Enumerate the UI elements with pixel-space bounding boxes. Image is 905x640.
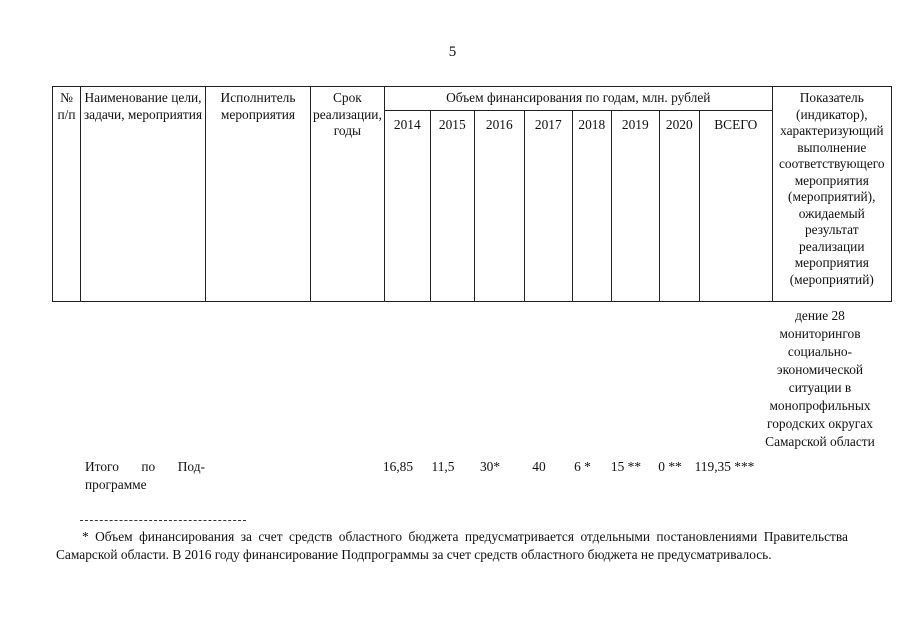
col-header-num: № п/п (53, 87, 81, 302)
col-header-year: 2019 (611, 111, 659, 302)
col-header-indicator: Показатель (индикатор), характеризующий выполнение соответствующего мероприятия (мероприятий), ожидаемый результат реализации мероприятия (мероприятий) (772, 87, 891, 302)
total-value-2016: 30* (479, 459, 501, 474)
total-value-2020: 0 ** (658, 459, 682, 474)
col-header-year: 2014 (384, 111, 430, 302)
indicator-continuation-text: дение 28 мониторингов социально-экономической ситуации в монопрофильных городских округах Самарской области (765, 308, 875, 449)
col-header-year: 2020 (659, 111, 699, 302)
footnote-text: * Объем финансирования за счет средств областного бюджета предусматривается отдельными постановлениями Правительства Самарской области. В 2016 году финансирование Подпрограммы за счет средств областного бюджета не предусматривалось. (56, 529, 848, 562)
total-value-all: 119,35 *** (694, 459, 755, 474)
col-header-executor: Исполнитель мероприятия (206, 87, 311, 302)
col-header-year: 2018 (572, 111, 611, 302)
total-label-line: программе (85, 477, 147, 492)
total-value-2015: 11,5 (431, 459, 455, 474)
total-label-line: Итого по Под- (85, 459, 205, 474)
col-header-year: 2017 (524, 111, 572, 302)
col-header-financing: Объем финансирования по годам, млн. рублей (384, 87, 772, 111)
total-value-2018: 6 * (574, 459, 591, 474)
footnote-divider (80, 520, 246, 521)
total-value-2014: 16,85 (382, 459, 414, 474)
header-table (52, 86, 892, 302)
col-header-year: 2015 (430, 111, 474, 302)
col-header-year: 2016 (474, 111, 524, 302)
total-row-label (85, 458, 205, 494)
col-header-total: ВСЕГО (699, 111, 772, 302)
total-value-2017: 40 (532, 459, 546, 474)
col-header-name: Наименование цели, задачи, мероприятия (81, 87, 206, 302)
total-value-2019: 15 ** (610, 459, 642, 474)
col-header-term: Срок реализации, годы (311, 87, 385, 302)
page-number: 5 (448, 44, 457, 60)
